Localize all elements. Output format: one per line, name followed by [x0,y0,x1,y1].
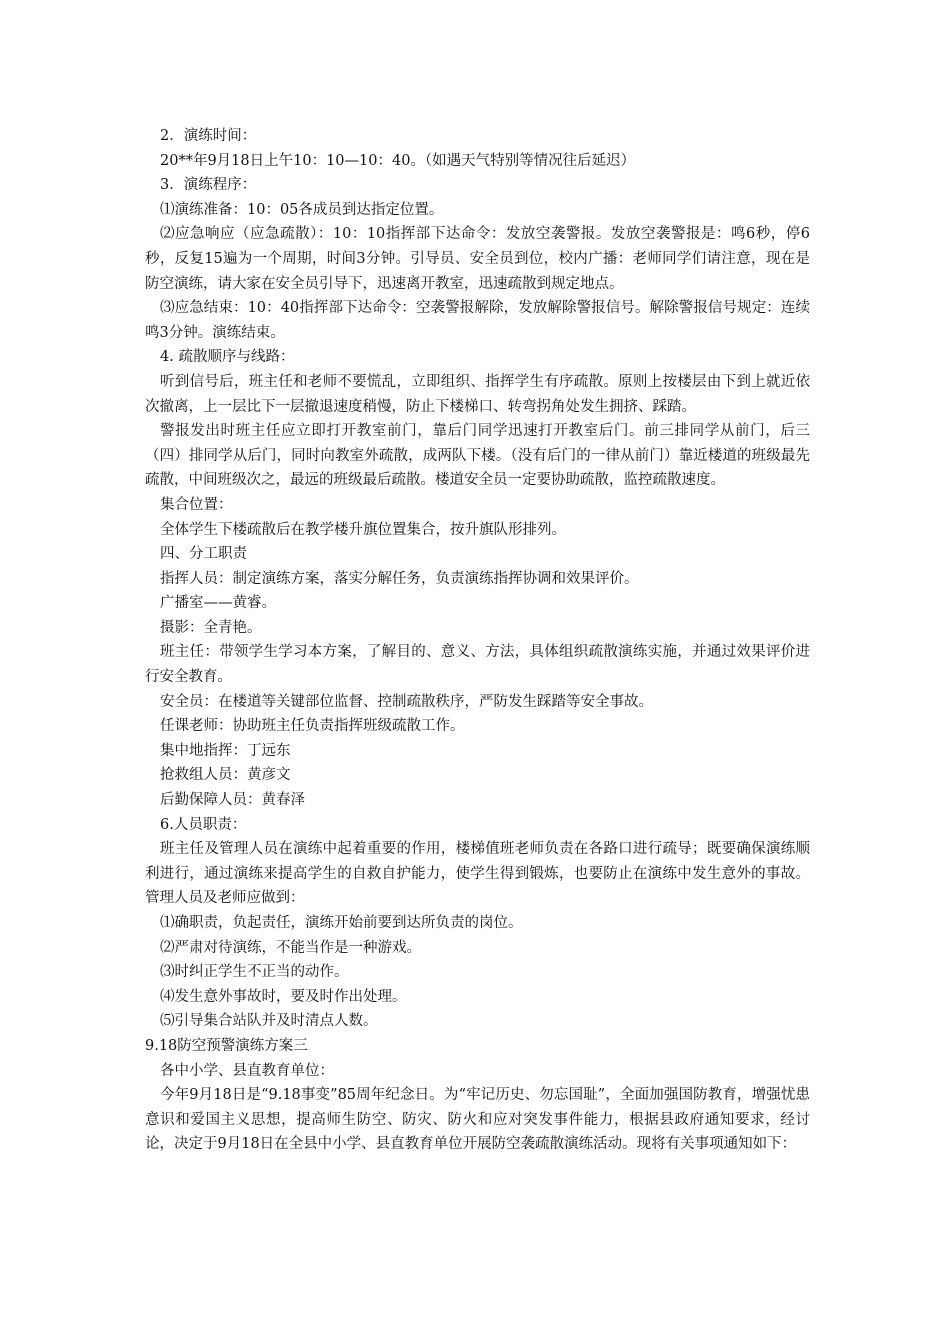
document-title: 9.18防空预警演练方案三 [145,1037,308,1054]
paragraph: 4. 疏散顺序与线路： [160,349,295,366]
paragraph: 班主任：带领学生学习本方案，了解目的、意义、方法，具体组织疏散演练实施，并通过效果评价进行安全教育。 [145,644,810,686]
paragraph: ⑴演练准备：10：05各成员到达指定位置。 [160,201,444,218]
list-item: ⑷发生意外事故时，要及时作出处理。 [160,988,407,1005]
paragraph: 摄影：全青艳。 [160,619,262,636]
paragraph: 警报发出时班主任应立即打开教室前门，靠后门同学迅速打开教室后门。前三排同学从前门，后三（四）排同学从后门，同时向教室外疏散，成两队下楼。（没有后门的一律从前门）靠近楼道的班级最先疏散，中间班级次之，最远的班级最后疏散。楼道安全员一定要协助疏散，监控疏散速度。 [145,423,810,489]
paragraph: 班主任及管理人员在演练中起着重要的作用，楼梯值班老师负责在各路口进行疏导；既要确保演练顺利进行，通过演练来提高学生的自救自护能力，使学生得到锻炼，也要防止在演练中发生意外的事故。管理人员及老师应做到： [145,841,810,907]
paragraph: 任课老师：协助班主任负责指挥班级疏散工作。 [160,718,465,735]
paragraph: 安全员：在楼道等关键部位监督、控制疏散秩序，严防发生踩踏等安全事故。 [160,693,653,710]
paragraph: 全体学生下楼疏散后在教学楼升旗位置集合，按升旗队形排列。 [160,521,566,538]
paragraph: 20**年9月18日上午10：10—10：40。（如遇天气特别等情况往后延迟） [160,152,636,169]
paragraph: 今年9月18日是“9.18事变”85周年纪念日。为“牢记历史、勿忘国耻”，全面加强国防教育，增强忧患意识和爱国主义思想，提高师生防空、防灾、防火和应对突发事件能力，根据县政府通知要求，经讨论，决定于9月18日在全县中小学、县直教育单位开展防空袭疏散演练活动。现将有关事项通知如下： [145,1087,810,1153]
list-item: ⑴确职责，负起责任，演练开始前要到达所负责的岗位。 [160,915,523,931]
paragraph: 抢救组人员：黄彦文 [160,767,291,784]
list-item: ⑶时纠正学生不正当的动作。 [160,964,349,981]
paragraph: 6.人员职责： [160,816,247,833]
paragraph: ⑶应急结束：10：40指挥部下达命令：空袭警报解除，发放解除警报信号。解除警报信号规定：连续鸣3分钟。演练结束。 [145,300,810,341]
paragraph: 广播室——黄睿。 [160,595,276,612]
paragraph: 3．演练程序： [160,177,257,194]
paragraph: 指挥人员：制定演练方案，落实分解任务，负责演练指挥协调和效果评价。 [160,570,639,587]
list-item: ⑵严肃对待演练，不能当作是一种游戏。 [160,939,421,956]
paragraph: ⑵应急响应（应急疏散）：10：10指挥部下达命令：发放空袭警报。发放空袭警报是：鸣6秒，停6秒，反复15遍为一个周期，时间3分钟。引导员、安全员到位，校内广播：老师同学们请注意，现在是防空演练，请大家在安全员引导下，迅速离开教室，迅速疏散到规定地点。 [145,226,810,292]
paragraph: 后勤保障人员：黄春泽 [160,792,305,809]
paragraph: 集合位置： [160,496,233,513]
section-heading: 四、分工职责 [160,546,247,563]
paragraph: 集中地指挥：丁远东 [160,742,291,759]
paragraph: 2．演练时间： [160,128,257,144]
salutation: 各中小学、县直教育单位： [160,1062,334,1079]
list-item: ⑸引导集合站队并及时清点人数。 [160,1013,378,1030]
document-body [145,124,810,1157]
paragraph: 听到信号后，班主任和老师不要慌乱，立即组织、指挥学生有序疏散。原则上按楼层由下到上就近依次撤离，上一层比下一层撤退速度稍慢，防止下楼梯口、转弯拐角处发生拥挤、踩踏。 [145,373,810,415]
